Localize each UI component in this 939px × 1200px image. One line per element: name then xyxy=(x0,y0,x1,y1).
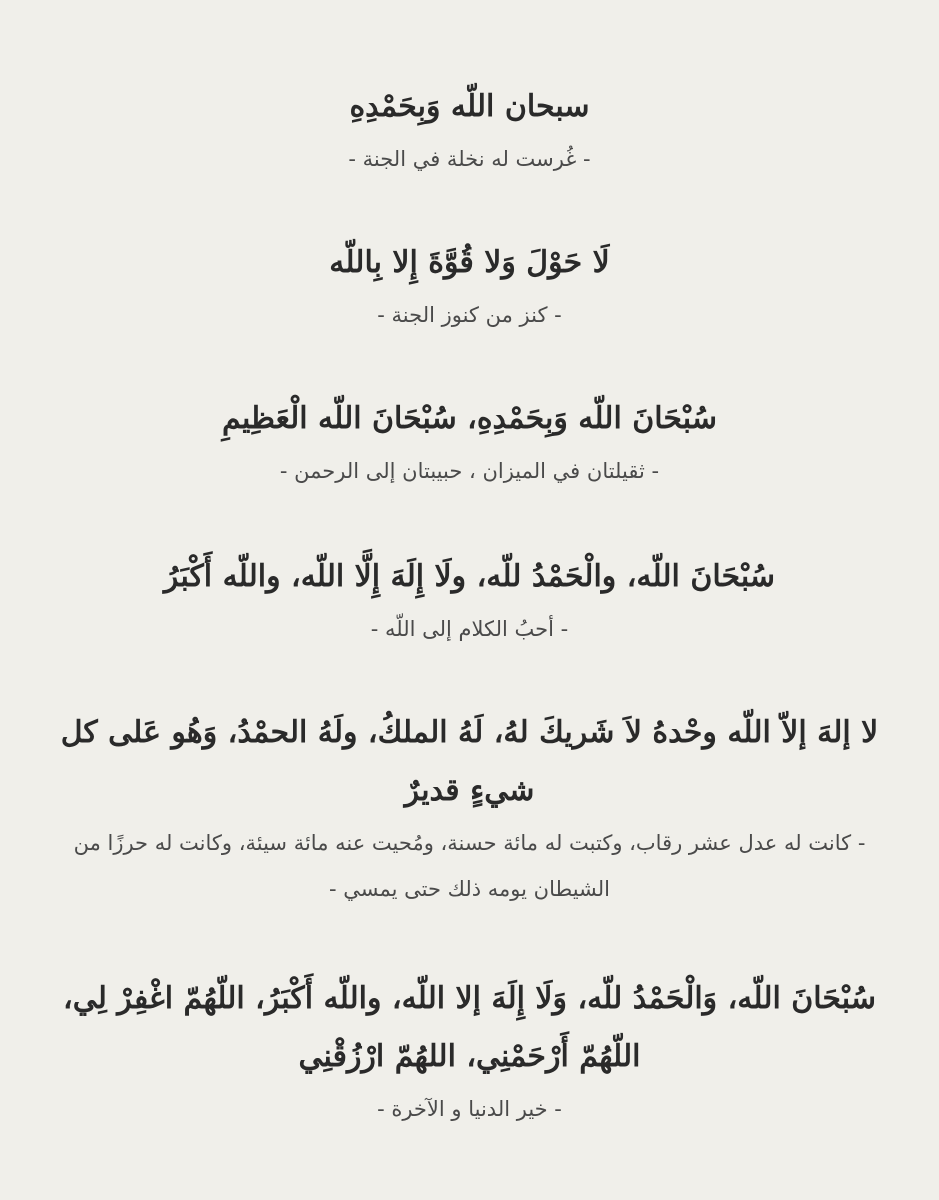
dhikr-reward: - أحبُ الكلام إلى اللّه - xyxy=(370,617,569,641)
dhikr-reward: - كنز من كنوز الجنة - xyxy=(377,303,562,327)
dhikr-text: لَا حَوْلَ وَلا قُوَّةَ إِلا بِاللّه xyxy=(329,245,610,280)
dhikr-reward: - غُرست له نخلة في الجنة - xyxy=(348,147,591,171)
dhikr-text: لا إلهَ إلاّ اللّه وحْدهُ لاَ شَريكَ لهُ، لَهُ الملكُ، ولَهُ الحمْدُ، وَهُو عَلى كل شيءٍ قديرٌ xyxy=(60,715,879,808)
dhikr-block-la-hawla xyxy=(60,234,879,338)
dhikr-block-subhanallah-al-azim xyxy=(60,390,879,494)
dhikr-text: سبحان اللّه وَبِحَمْدِهِ xyxy=(349,89,590,124)
dhikr-text: سُبْحَانَ اللّه، وَالْحَمْدُ للّه، وَلَا إِلَهَ إلا اللّه، واللّه أَكْبَرُ، اللّهُمّ اغْفِرْ لِي، اللّهُمّ أَرْحَمْنِي، اللهُمّ ارْزُقْنِي xyxy=(63,981,876,1074)
dhikr-reward: - ثقيلتان في الميزان ، حبيبتان إلى الرحمن - xyxy=(279,459,660,483)
dhikr-text: سُبْحَانَ اللّه، والْحَمْدُ للّه، ولَا إِلَهَ إِلَّا اللّه، واللّه أَكْبَرُ xyxy=(163,559,776,594)
dhikr-reward: - كانت له عدل عشر رقاب، وكتبت له مائة حسنة، ومُحيت عنه مائة سيئة، وكانت له حرزًا من الشيطان يومه ذلك حتى يمسي - xyxy=(73,831,866,901)
dhikr-block-subhanallah-wabihamdih xyxy=(60,78,879,182)
dhikr-reward: - خير الدنيا و الآخرة - xyxy=(377,1097,562,1121)
dhikr-text: سُبْحَانَ اللّه وَبِحَمْدِهِ، سُبْحَانَ اللّه الْعَظِيمِ xyxy=(222,401,717,436)
dhikr-block-tahlil xyxy=(60,704,879,912)
dhikr-block-baqiyat-salihat xyxy=(60,548,879,652)
dhikr-block-dua-maghfira xyxy=(60,970,879,1132)
